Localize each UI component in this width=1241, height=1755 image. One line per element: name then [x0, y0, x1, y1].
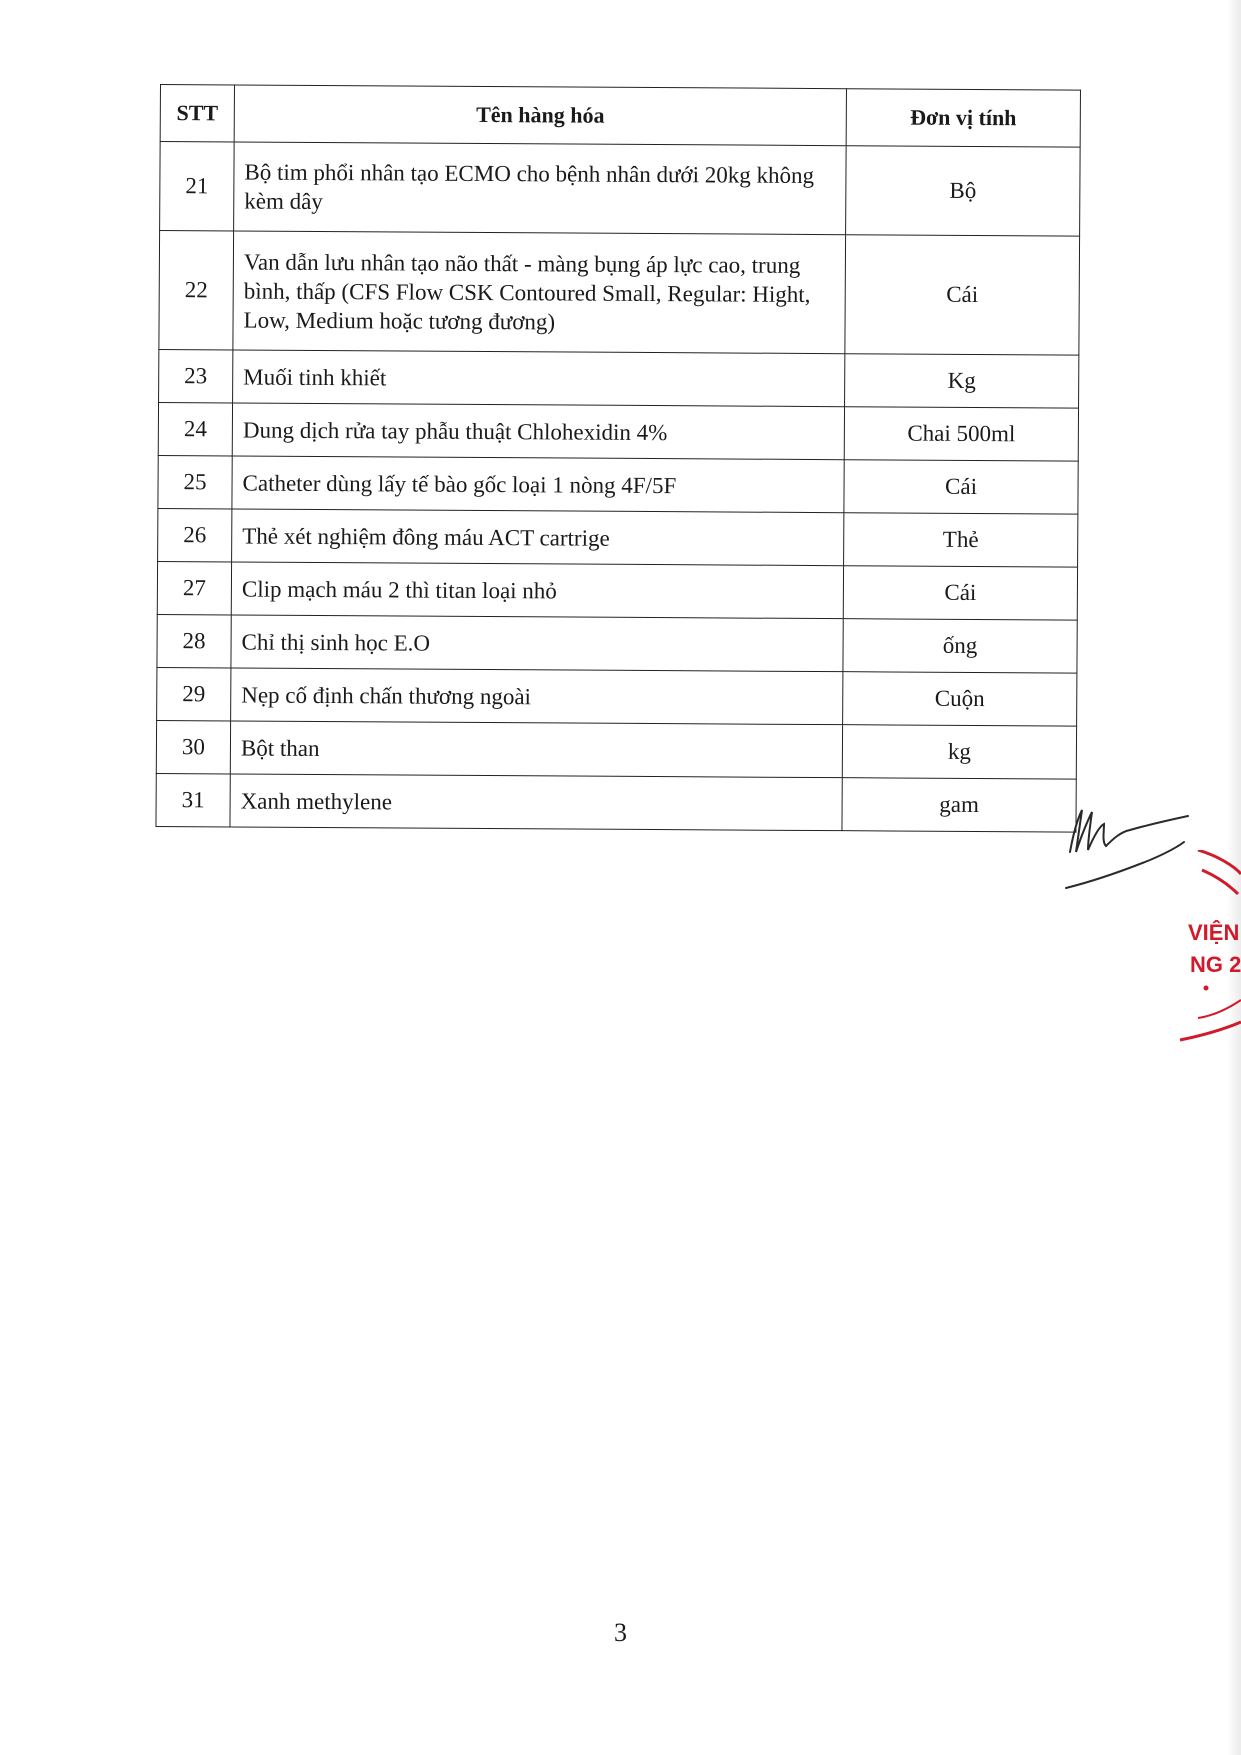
table-row: [159, 231, 1080, 356]
row-unit: Cái: [845, 235, 1080, 355]
row-stt: 29: [157, 667, 231, 720]
table-row: [158, 508, 1078, 567]
table-row: [156, 720, 1076, 779]
row-unit: Cái: [844, 460, 1078, 514]
row-stt: 22: [159, 231, 234, 350]
row-unit: Cuộn: [843, 672, 1077, 726]
row-goods-name: Bột than: [230, 721, 842, 778]
header-stt: STT: [160, 85, 234, 142]
table-row: [158, 402, 1078, 461]
table-row: [157, 667, 1077, 726]
red-official-stamp: [1178, 850, 1241, 1060]
row-stt: 26: [158, 508, 232, 561]
row-goods-name: Thẻ xét nghiệm đông máu ACT cartrige: [232, 509, 844, 566]
row-stt: 31: [156, 773, 230, 826]
row-unit: Cái: [843, 566, 1077, 620]
row-stt: 30: [156, 720, 230, 773]
row-goods-name: Chỉ thị sinh học E.O: [231, 615, 843, 672]
row-stt: 23: [159, 349, 233, 402]
table-row: [158, 455, 1078, 514]
table-row: [156, 773, 1076, 832]
row-unit: Bộ: [846, 146, 1081, 236]
row-goods-name: Catheter dùng lấy tế bào gốc loại 1 nòng 4F/5F: [232, 456, 844, 513]
row-unit: gam: [842, 778, 1076, 832]
row-goods-name: Clip mạch máu 2 thì titan loại nhỏ: [231, 562, 843, 619]
stamp-text-line1: VIỆN: [1188, 920, 1240, 945]
row-unit: Thẻ: [844, 513, 1078, 567]
header-goods-name: Tên hàng hóa: [234, 85, 846, 146]
table-row: [159, 349, 1079, 408]
row-unit: kg: [842, 725, 1076, 779]
row-goods-name: Xanh methylene: [230, 774, 842, 831]
row-stt: 21: [160, 142, 235, 231]
table-header-row: [160, 85, 1080, 148]
row-unit: ống: [843, 619, 1077, 673]
row-goods-name: Bộ tim phổi nhân tạo ECMO cho bệnh nhân dưới 20kg không kèm dây: [234, 142, 847, 235]
table-row: [160, 142, 1081, 237]
row-stt: 24: [158, 402, 232, 455]
goods-table: [155, 84, 1081, 833]
header-unit: Đơn vị tính: [846, 89, 1080, 147]
row-stt: 28: [157, 614, 231, 667]
row-goods-name: Dung dịch rửa tay phẫu thuật Chlohexidin 4%: [232, 403, 844, 460]
row-stt: 25: [158, 455, 232, 508]
row-unit: Kg: [845, 354, 1079, 408]
row-unit: Chai 500ml: [844, 407, 1078, 461]
row-goods-name: Muối tinh khiết: [233, 350, 845, 407]
page-number: 3: [614, 1618, 627, 1647]
table-row: [157, 561, 1077, 620]
row-stt: 27: [157, 561, 231, 614]
stamp-text-line2: NG 2: [1190, 952, 1241, 977]
row-goods-name: Nẹp cố định chấn thương ngoài: [231, 668, 843, 725]
table-row: [157, 614, 1077, 673]
row-goods-name: Van dẫn lưu nhân tạo não thất - màng bụng áp lực cao, trung bình, thấp (CFS Flow CSK Contoured Small, Regular: Hight, Low, Medium hoặc tương đương): [233, 231, 846, 354]
goods-table-container: [155, 84, 1080, 833]
